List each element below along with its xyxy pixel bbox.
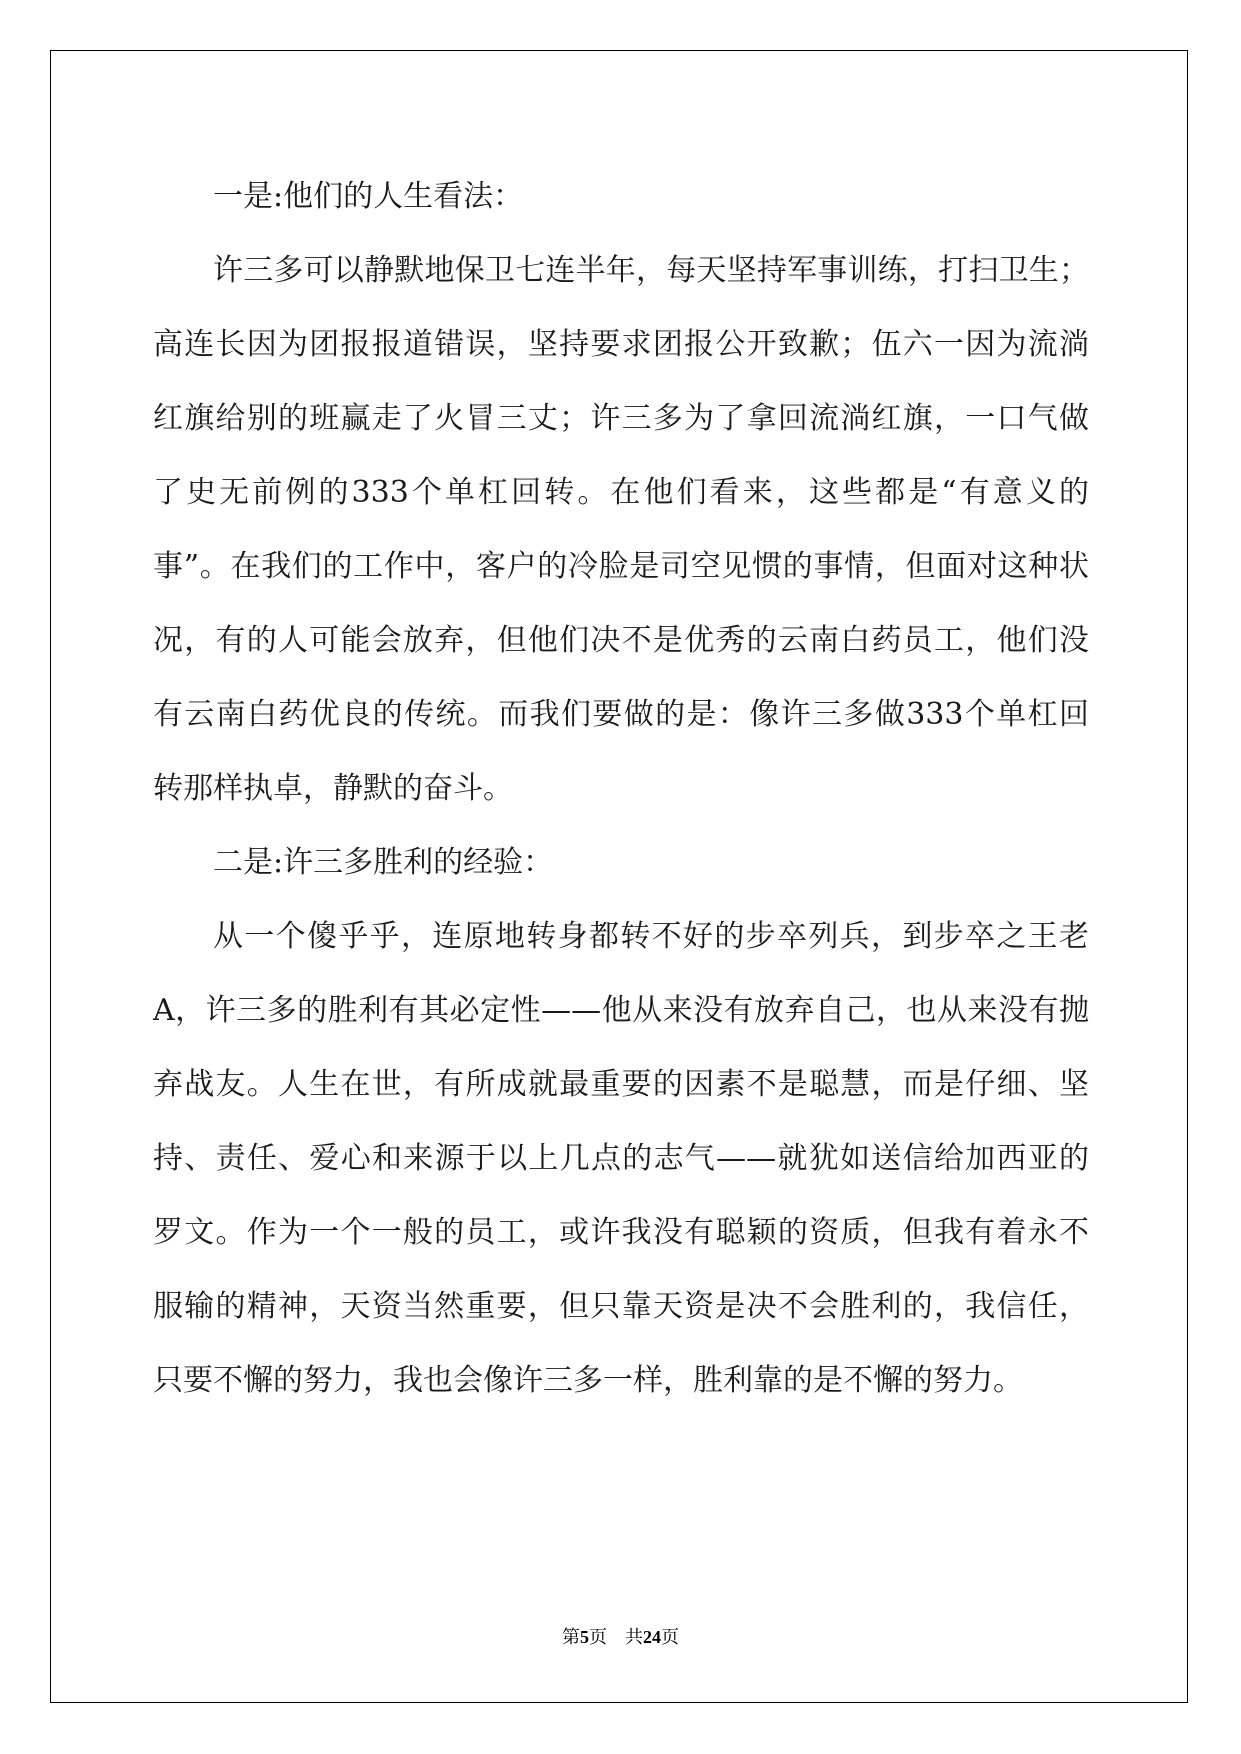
paragraph-line: 从一个傻乎乎，连原地转身都转不好的步卒列兵，到步卒之王老 [213,919,1089,954]
total-page-count: 24 [643,1627,661,1647]
paragraph-line: 了史无前例的333个单杠回转。在他们看来，这些都是“有意义的 [153,475,1089,510]
paragraph-line: 只要不懈的努力，我也会像许三多一样，胜利靠的是不懈的努力。 [153,1363,1023,1398]
paragraph-line: 红旗给别的班赢走了火冒三丈；许三多为了拿回流淌红旗，一口气做 [153,401,1089,436]
footer-prefix: 第 [562,1627,580,1647]
current-page-number: 5 [580,1627,589,1647]
paragraph-line: 高连长因为团报报道错误，坚持要求团报公开致歉；伍六一因为流淌 [153,327,1089,362]
paragraph-line: A，许三多的胜利有其必定性——他从来没有放弃自己，也从来没有抛 [153,993,1089,1028]
page-footer [0,1623,1241,1649]
footer-middle: 页 共 [589,1627,643,1647]
paragraph-line: 服输的精神，天资当然重要，但只靠天资是决不会胜利的，我信任， [153,1289,1089,1324]
paragraph-line: 事”。在我们的工作中，客户的冷脸是司空见惯的事情，但面对这种状 [153,549,1089,584]
paragraph-heading-1: 一是:他们的人生看法： [213,179,524,214]
paragraph-line: 罗文。作为一个一般的员工，或许我没有聪颖的资质，但我有着永不 [153,1215,1089,1250]
paragraph-line: 许三多可以静默地保卫七连半年，每天坚持军事训练，打扫卫生； [213,253,1089,288]
paragraph-line: 弃战友。人生在世，有所成就最重要的因素不是聪慧，而是仔细、坚 [153,1067,1089,1102]
footer-suffix: 页 [661,1627,679,1647]
paragraph-line: 有云南白药优良的传统。而我们要做的是：像许三多做333个单杠回 [153,697,1089,732]
paragraph-line: 况，有的人可能会放弃，但他们决不是优秀的云南白药员工，他们没 [153,623,1089,658]
paragraph-heading-2: 二是:许三多胜利的经验： [213,845,554,880]
paragraph-line: 转那样执卓，静默的奋斗。 [153,771,513,806]
paragraph-line: 持、责任、爱心和来源于以上几点的志气——就犹如送信给加西亚的 [153,1141,1089,1176]
